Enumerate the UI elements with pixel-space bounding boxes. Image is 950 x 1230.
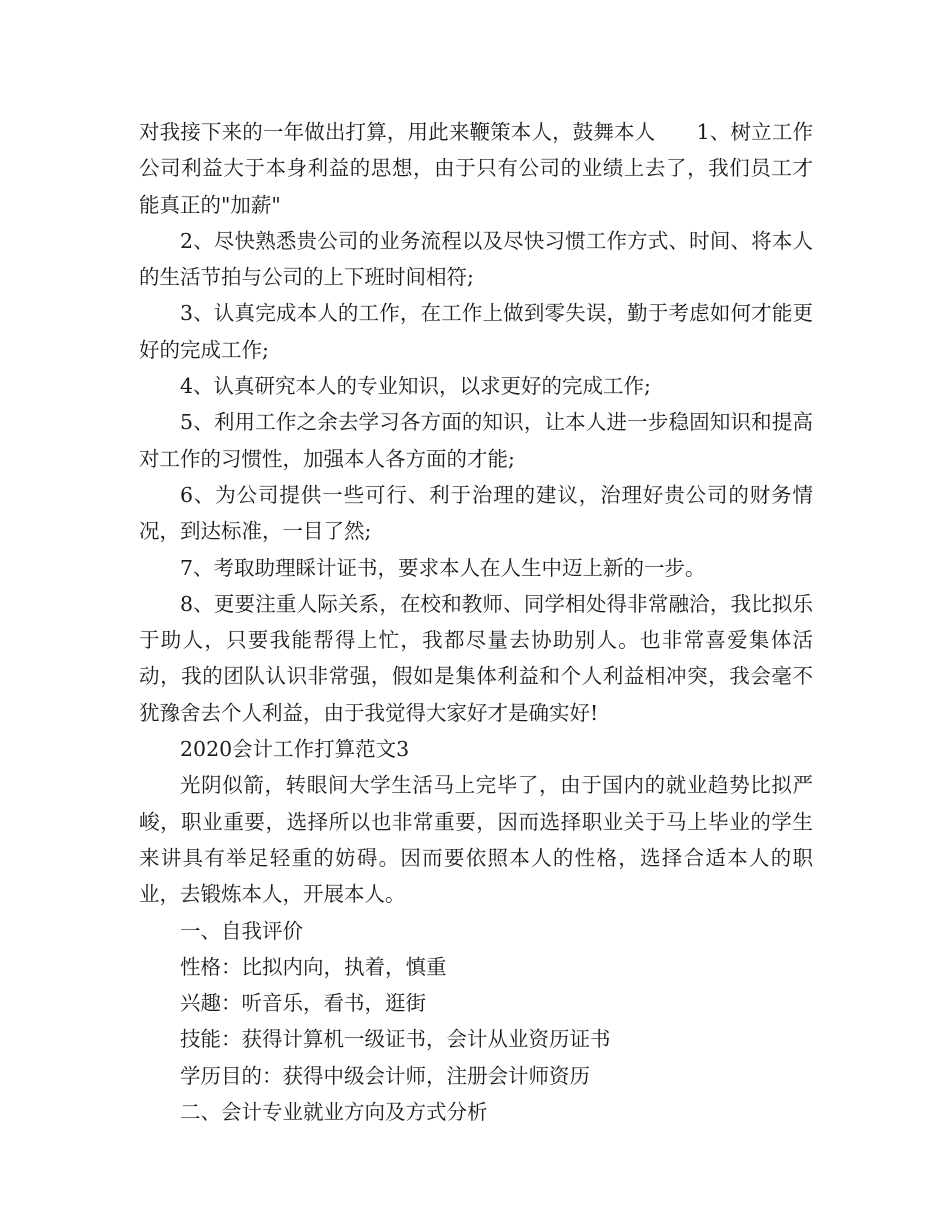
section-title: 2020会计工作打算范文3 <box>180 737 410 762</box>
line-skills: 技能：获得计算机一级证书，会计从业资历证书 <box>180 1027 611 1052</box>
line-education-goal: 学历目的：获得中级会计师，注册会计师资历 <box>180 1063 590 1088</box>
paragraph-item-3: 3、认真完成本人的工作，在工作上做到零失误，勤于考虑如何才能更好的完成工作; <box>139 301 813 362</box>
paragraph-item-6: 6、为公司提供一些可行、利于治理的建议，治理好贵公司的财务情况，到达标准，一目了然; <box>139 482 813 544</box>
paragraph-preface: 光阴似箭，转眼间大学生活马上完毕了，由于国内的就业趋势比拟严峻，职业重要，选择所以也非常重要，因而选择职业关于马上毕业的学生来讲具有举足轻重的妨碍。因而要依照本人的性格，选择合适本人的职业，去锻炼本人，开展本人。 <box>139 773 813 907</box>
document-body <box>139 114 813 1130</box>
paragraph-item-4: 4、认真研究本人的专业知识，以求更好的完成工作; <box>180 374 651 399</box>
line-personality: 性格：比拟内向，执着，慎重 <box>180 954 447 979</box>
paragraph-intro: 对我接下来的一年做出打算，用此来鞭策本人，鼓舞本人 1、树立工作公司利益大于本身利益的思想，由于只有公司的业绩上去了，我们员工才能真正的"加薪" <box>139 120 813 217</box>
paragraph-item-2: 2、尽快熟悉贵公司的业务流程以及尽快习惯工作方式、时间、将本人的生活节拍与公司的上下班时间相符; <box>139 228 813 290</box>
heading-self-evaluation: 一、自我评价 <box>180 918 303 943</box>
line-interests: 兴趣：听音乐，看书，逛街 <box>180 991 426 1016</box>
paragraph-item-8: 8、更要注重人际关系，在校和教师、同学相处得非常融洽，我比拟乐于助人，只要我能帮得上忙，我都尽量去协助别人。也非常喜爱集体活动，我的团队认识非常强，假如是集体利益和个人利益相冲突，我会毫不犹豫舍去个人利益，由于我觉得大家好才是确实好! <box>139 591 813 725</box>
paragraph-item-7: 7、考取助理睬计证书，要求本人在人生中迈上新的一步。 <box>180 555 706 580</box>
heading-career-analysis: 二、会计专业就业方向及方式分析 <box>180 1100 488 1125</box>
paragraph-item-5: 5、利用工作之余去学习各方面的知识，让本人进一步稳固知识和提高对工作的习惯性，加强本人各方面的才能; <box>139 410 813 471</box>
